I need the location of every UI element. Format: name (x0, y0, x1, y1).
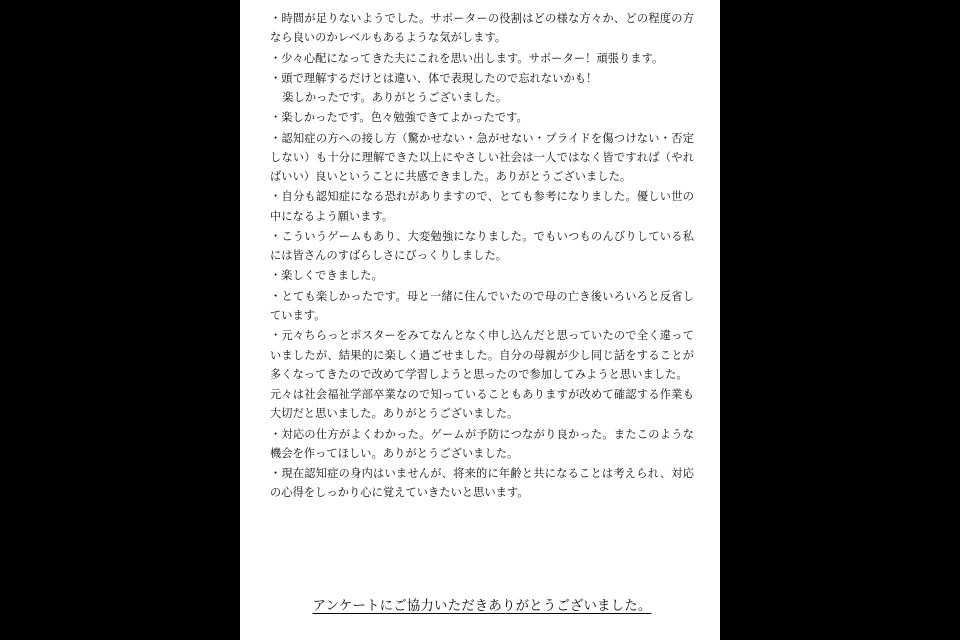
page-body (240, 0, 720, 504)
comment-paragraph: ・楽しくできました。 (270, 270, 383, 283)
document-page (240, 0, 720, 640)
comment-paragraph: ・楽しかったです。色々勉強できてよかったです。 (270, 112, 528, 125)
comment-paragraph (270, 70, 694, 109)
comment-paragraph: ・自分も認知症になる恐れがありますので、とても参考になりました。優しい世の中になるよう願います。 (270, 191, 694, 223)
closing-section (270, 596, 694, 616)
comment-paragraph: ・時間が足りないようでした。サポーターの役割はどの様な方々か、どの程度の方なら良いのかレベルもあるような気がします。 (270, 13, 694, 45)
comment-paragraph-main: ・頭で理解するだけとは違い、体で表現したので忘れないかも！ (270, 72, 598, 85)
comment-paragraph: ・とても楽しかったです。母と一緒に住んでいたので母の亡き後いろいろと反省しています。 (270, 290, 694, 322)
comment-paragraph-sub: 楽しかったです。ありがとうございました。 (282, 92, 508, 105)
comment-paragraph: ・現在認知症の身内はいませんが、将来的に年齢と共になることは考えられ、対応の心得をしっかり心に覚えていきたいと思います。 (270, 468, 694, 500)
comment-paragraph: ・対応の仕方がよくわかった。ゲームが予防につながり良かった。またこのような機会を作ってほしい。ありがとうございました。 (270, 428, 694, 460)
comment-paragraph: ・こういうゲームもあり、大変勉強になりました。でもいつものんびりしている私には皆さんのすばらしさにびっくりしました。 (270, 230, 694, 263)
closing-message: アンケートにご協力いただきありがとうございました。 (312, 598, 652, 613)
comment-paragraph: 元々は社会福祉学部卒業なので知っていることもありますが改めて確認する作業も大切だと思いました。ありがとうございました。 (270, 389, 694, 421)
comment-paragraph: ・認知症の方への接し方（驚かせない・急がせない・プライドを傷つけない・否定しない）も十分に理解できた以上にやさしい社会は一人ではなく皆ですれば（やればいい）良いということに共感できました。ありがとうございました。 (270, 132, 694, 184)
comment-paragraph: ・少々心配になってきた夫にこれを思い出します。サポーター！頑張ります。 (270, 52, 664, 65)
comment-paragraph: ・元々ちらっとポスターをみてなんとなく申し込んだと思っていたので全く違っていましたが、結果的に楽しく過ごせました。自分の母親が少し同じ話をすることが多くなってきたので改めて学習しようと思ったので参加してみようと思いました。 (270, 330, 694, 381)
